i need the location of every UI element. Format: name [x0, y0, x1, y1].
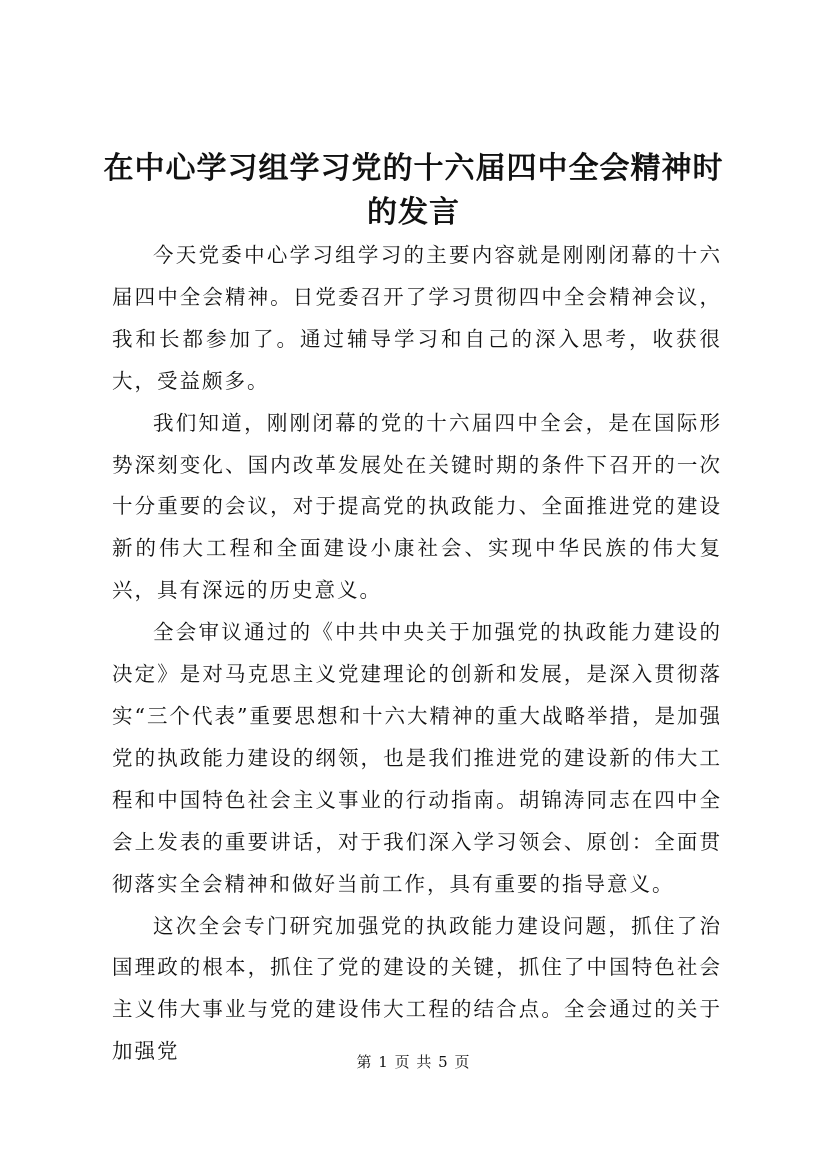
- document-body: [112, 235, 722, 1073]
- page-footer: 第 1 页 共 5 页: [356, 1053, 471, 1071]
- document-title: 在中心学习组学习党的十六届四中全会精神时的发言: [103, 151, 724, 230]
- paragraph-3: 全会审议通过的《中共中央关于加强党的执政能力建设的决定》是对马克思主义党建理论的创新和发展，是深入贯彻落实“三个代表”重要思想和十六大精神的重大战略举措，是加强党的执政能力建设的纲领，也是我们推进党的建设新的伟大工程和中国特色社会主义事业的行动指南。胡锦涛同志在四中全会上发表的重要讲话，对于我们深入学习领会、原创：全面贯彻落实全会精神和做好当前工作，具有重要的指导意义。: [112, 620, 722, 896]
- paragraph-4: 这次全会专门研究加强党的执政能力建设问题，抓住了治国理政的根本，抓住了党的建设的关键，抓住了中国特色社会主义伟大事业与党的建设伟大工程的结合点。全会通过的关于加强党: [112, 913, 722, 1064]
- paragraph-2: 我们知道，刚刚闭幕的党的十六届四中全会，是在国际形势深刻变化、国内改革发展处在关键时期的条件下召开的一次十分重要的会议，对于提高党的执政能力、全面推进党的建设新的伟大工程和全面建设小康社会、实现中华民族的伟大复兴，具有深远的历史意义。: [112, 410, 722, 603]
- paragraph-1: 今天党委中心学习组学习的主要内容就是刚刚闭幕的十六届四中全会精神。日党委召开了学习贯彻四中全会精神会议，我和长都参加了。通过辅导学习和自己的深入思考，收获很大，受益颇多。: [112, 243, 722, 393]
